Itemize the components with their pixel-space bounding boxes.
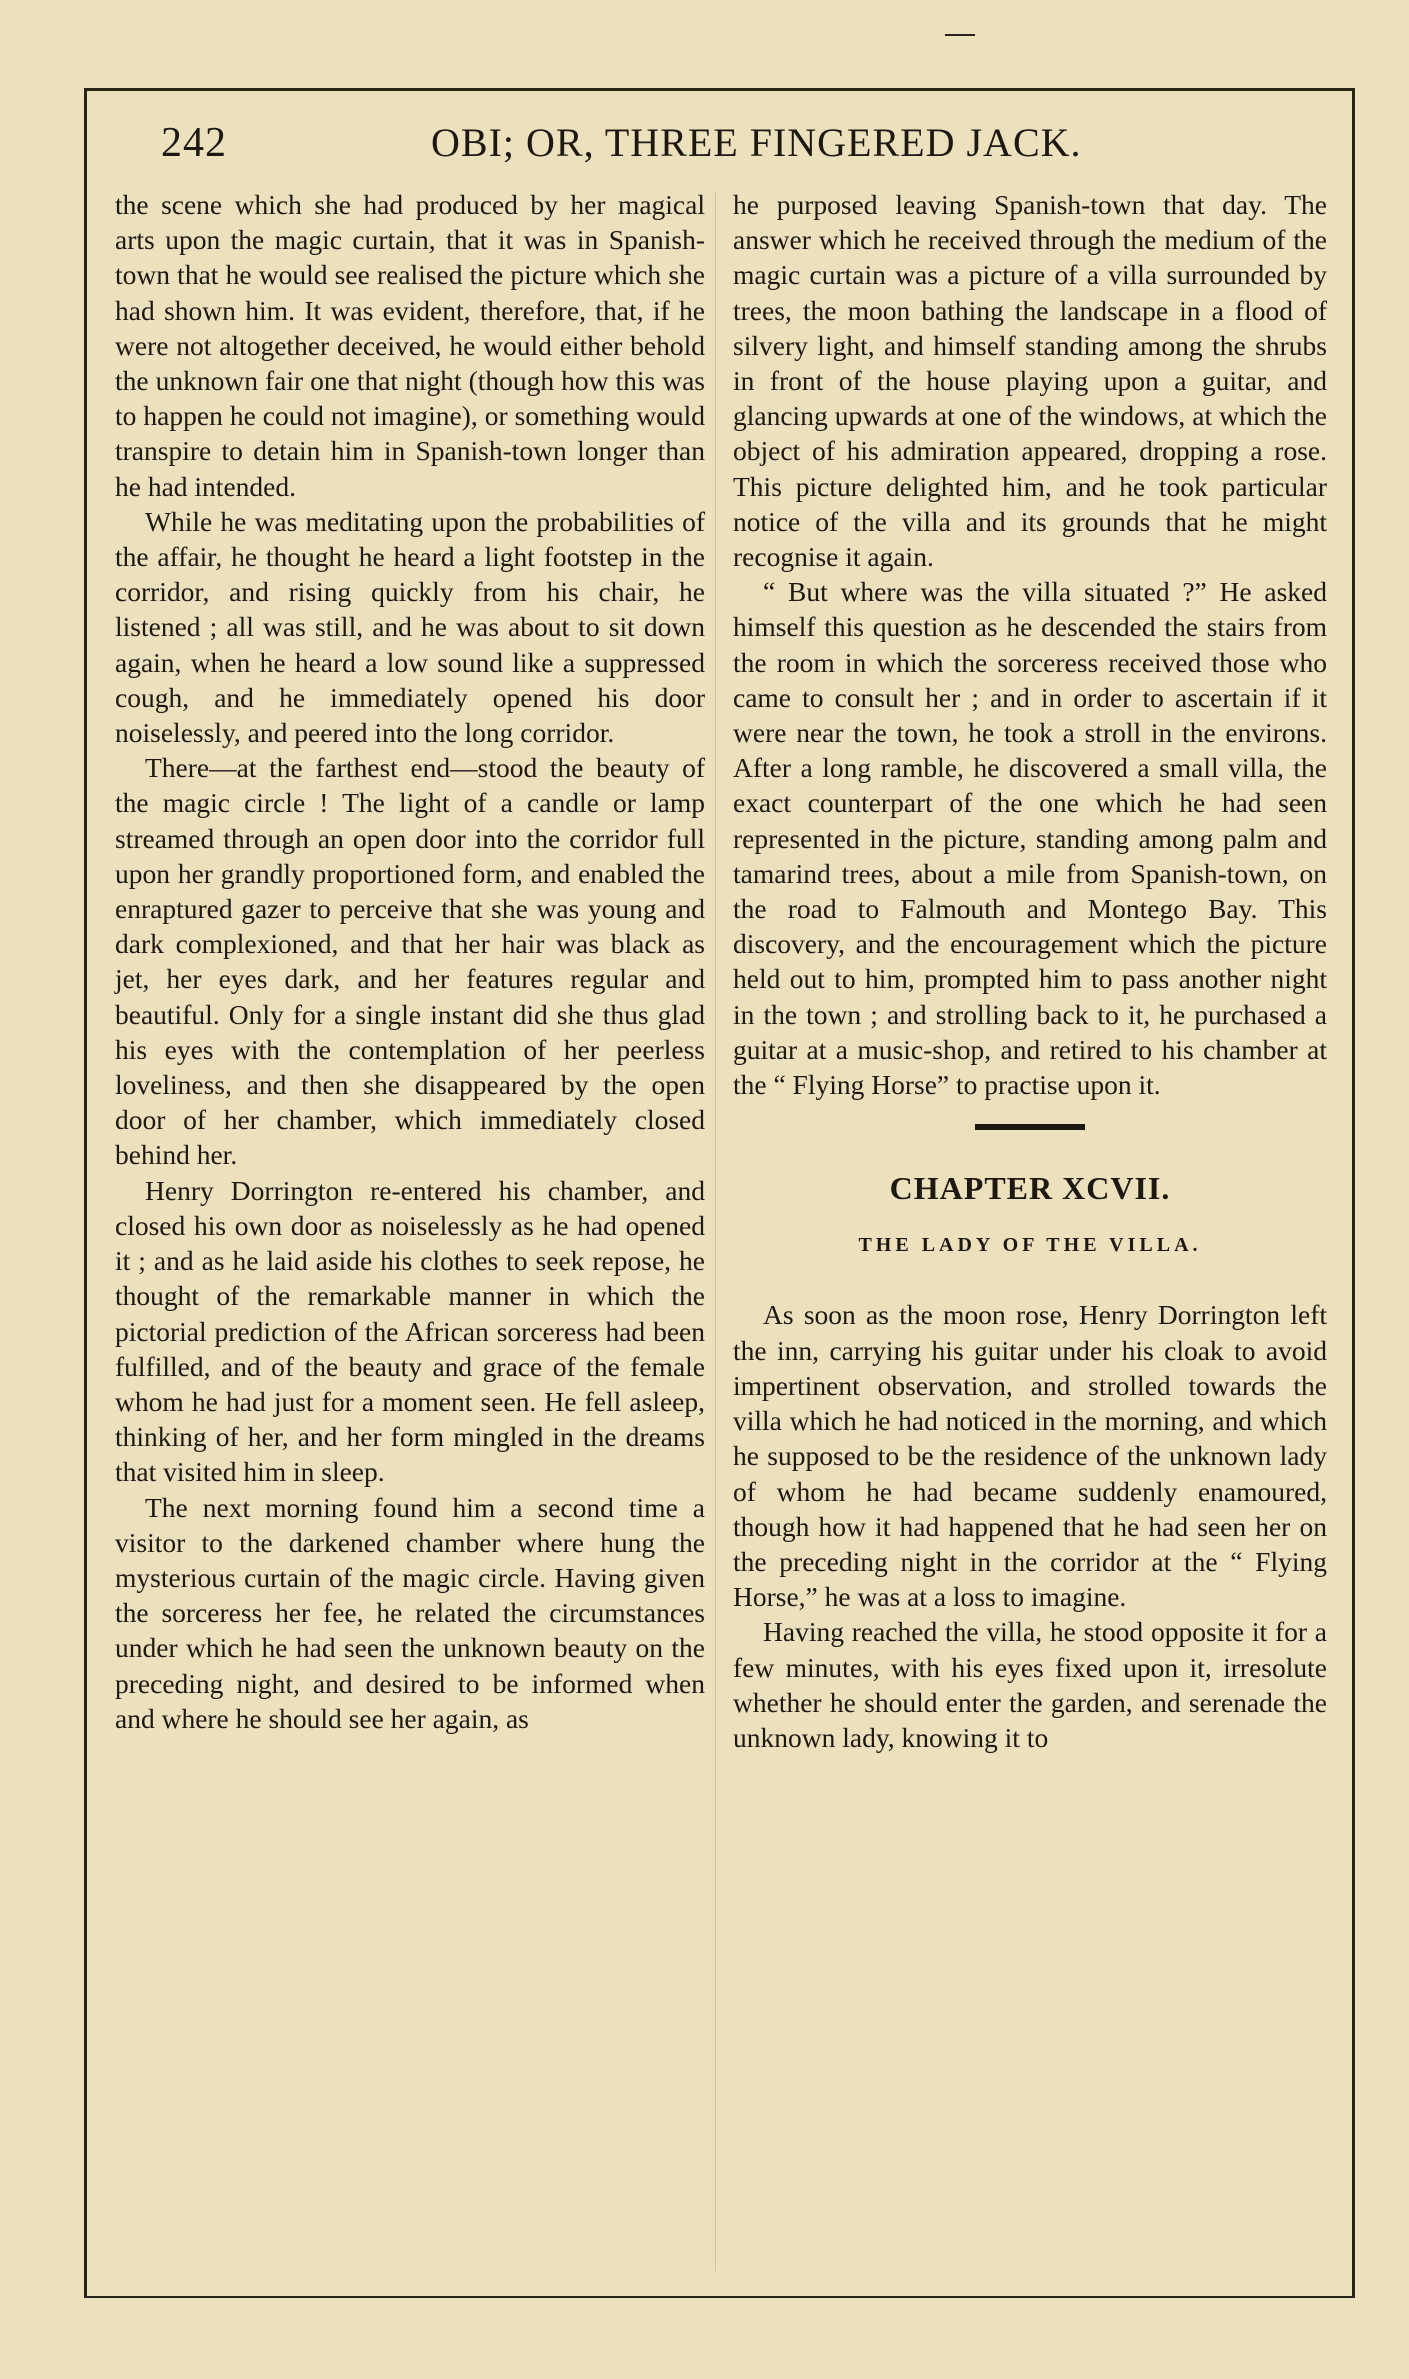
page-header [101,113,1341,173]
paragraph: As soon as the moon rose, Henry Dorrington left the inn, carrying his guitar under his cloak to avoid impertinent observation, and strolled towards the villa which he had noticed in the morning, and which he supposed to be the residence of the unknown lady of whom he had became suddenly enamoured, though how it had happened that he had seen her on the preceding night in the corridor at the “ Flying Horse,” he was at a loss to imagine. [733,1299,1327,1613]
paragraph: “ But where was the villa situated ?” He asked himself this question as he descended the stairs from the room in which the sorceress received those who came to consult her ; and in order to ascertain if it were near the town, he took a stroll in the environs. After a long ramble, he discovered a small villa, the exact counterpart of the one which he had seen represented in the picture, standing among palm and tamarind trees, about a mile from Spanish-town, on the road to Falmouth and Montego Bay. This discovery, and the encouragement which the picture held out to him, prompted him to pass another night in the town ; and strolling back to it, he purchased a guitar at a music-shop, and retired to his chamber at the “ Flying Horse” to practise upon it. [733,576,1327,1101]
paragraph: There—at the farthest end—stood the beauty of the magic circle ! The light of a candle or lamp streamed through an open door into the corridor full upon her grandly proportioned form, and enabled the enraptured gazer to perceive that she was young and dark complexioned, and that her hair was black as jet, her eyes dark, and her features regular and beautiful. Only for a single instant did she thus glad his eyes with the contemplation of her peerless loveliness, and then she disappeared by the open door of her chamber, which immediately closed behind her. [115,752,705,1171]
paragraph: The next morning found him a second time a visitor to the darkened chamber where hung the mysterious curtain of the magic circle. Having given the sorceress her fee, he related the circumstances under which he had seen the unknown beauty on the preceding night, and desired to be informed when and where he should see her again, as [115,1491,705,1734]
chapter-subtitle: THE LADY OF THE VILLA. [858,1234,1202,1257]
left-column [115,187,705,1736]
right-column [733,187,1327,1755]
top-dash [945,34,975,36]
paragraph: Henry Dorrington re-entered his chamber, and closed his own door as noiselessly as he had opened it ; and as he laid aside his clothes to seek repose, he thought of the remarkable manner in which the pictorial prediction of the African sorceress had been fulfilled, and of the beauty and grace of the female whom he had just for a moment seen. He fell asleep, thinking of her, and her form mingled in the dreams that visited him in sleep. [115,1174,705,1488]
chapter-title: CHAPTER XCVII. [889,1170,1171,1207]
chapter-ornament-rule [975,1124,1085,1130]
paragraph: Having reached the villa, he stood opposite it for a few minutes, with his eyes fixed upon it, irresolute whether he should enter the garden, and serenade the unknown lady, knowing it to [733,1616,1327,1753]
page-number: 242 [161,120,227,166]
column-separator [715,191,716,2271]
running-title: OBI; OR, THREE FINGERED JACK. [431,120,1082,165]
paragraph: he purposed leaving Spanish-town that day. The answer which he received through the medium of the magic curtain was a picture of a villa surrounded by trees, the moon bathing the landscape in a flood of silvery light, and himself standing among the shrubs in front of the house playing upon a guitar, and glancing upwards at one of the windows, at which the object of his admiration appeared, dropping a rose. This picture delighted him, and he took particular notice of the villa and its grounds that he might recognise it again. [733,189,1327,573]
paragraph: the scene which she had produced by her magical arts upon the magic curtain, that it was in Spanish-town that he would see realised the picture which she had shown him. It was evident, therefore, that, if he were not altogether deceived, he would either behold the unknown fair one that night (though how this was to happen he could not imagine), or something would transpire to detain him in Spanish-town longer than he had intended. [115,189,705,502]
paragraph: While he was meditating upon the probabilities of the affair, he thought he heard a light footstep in the corridor, and rising quickly from his chair, he listened ; all was still, and he was about to sit down again, when he heard a low sound like a suppressed cough, and he immediately opened his door noiselessly, and peered into the long corridor. [115,505,705,749]
page-frame [84,88,1355,2298]
